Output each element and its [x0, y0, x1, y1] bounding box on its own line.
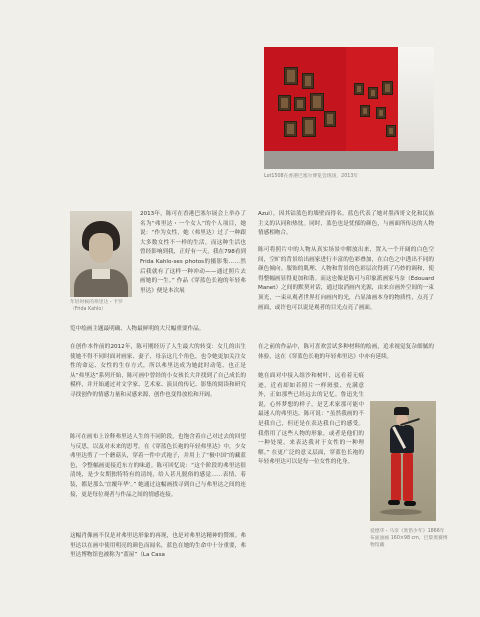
painting-frame: [386, 125, 396, 137]
painting-caption-line2: 布面油画 160×98 cm，巴黎奥赛博: [370, 536, 448, 541]
painting-caption-line1: 爱德华・马奈《吹笛少年》1866年: [370, 529, 445, 534]
gallery-caption: Lot1508在香港巴塞尔博览会现场，2013年: [264, 174, 359, 179]
painting-frame: [354, 83, 364, 95]
gallery-photo: [264, 47, 434, 169]
portrait-caption-line1: 年轻时候的弗里达・卡罗: [70, 300, 123, 305]
painting-frame: [324, 111, 336, 127]
left-paragraph-3: 陈可在画布上诠释弗里达人生的不同阶段，也饱含着自己对过去的回望与反思，以及对未来的思考。在《穿蓝色长袍的年轻弗里达》中，少女弗里达剪了一个蘑菇头，穿着一件中式袍子，并用上了“极中国”的藏蓝色，令整幅画更接近东方的味道。陈可回忆说：“这个阶段的弗里达很清纯，是少女期独特特有的清纯，给人甚凡脱俗的感觉……表情、着装，都是那么‘宜覆年华’。” 她通过这幅画找寻到自己与弗里达之间的连接，更是每位观者与作品之间的情感连接。: [70, 434, 246, 498]
left-paragraph-2: 在创作本作前的2012年，陈可刚经历了人生最大的转变：女儿的出生使她不得不同时面对画家、妻子、母亲这几个角色，也令她更加关注女性的命运、女性的生存方式，所以弗里达成为她此时动笔、也正是从“弗里达”系列开始，陈可画中曾经的小女孩长大并找到了自己成长的模样，并开始通过对文学家、艺术家、演员的传记、影集的阅读和研究寻找创作的情感力量和灵感来源，创作也变得放松和开阔。: [70, 344, 246, 398]
painting-frame: [284, 67, 298, 85]
right-paragraph-3: 她在面对中接入组沙和树叶，远看着无痕迹，近看却如若照片一样斑驳、充满意外，正如那些已经远去的记忆。鲁迅先生说，心怀梦想的样子，是艺术家那可能中最迷人的弗里达。陈可说：“虽然我画的不是我自己，但还是在表达我自己的感受。我借用了这些人物的形象，或者是他们的一种处境，来表达我对于女性的一种理解。” 在更广泛的意义层面，穿蓝色长袍的年轻弗里达可以是每一位女性的化身。: [258, 373, 364, 466]
painting-frame: [382, 81, 393, 95]
left-paragraph-1-tail: 览中绘画主题最明确、人物最鲜明的大尺幅重要作品。: [70, 326, 205, 332]
right-paragraph-1: Azul），因其钴蓝色的墙壁而得名。蓝色代表了她对墨西哥文化和民族主义的认同和热忱。同时，蓝色也是忧郁的颜色，与画面所传达的人物情感相吻合。: [258, 211, 434, 237]
left-paragraph-1: 2013年，陈可在香港巴塞尔展会上举办了名为“弗里达・一个女人”的个人项目，她说：“作为女性，她（弗里达）过了一种跟大多数女性不一样的生活，而这种生活也曾经影响到我，正好有一天，我在798看到Frida Kahlo-ses photos的摄影集……然后我就有了这样一种冲动——通过照片去画她的一生。” 作品《穿蓝色长袍的年轻弗里达》便是本次展: [140, 211, 246, 294]
painting-frame: [302, 73, 314, 89]
painting-frame: [368, 87, 378, 99]
floor: [264, 151, 434, 169]
painting-frame: [376, 107, 386, 119]
painting-frame: [278, 95, 291, 111]
painting-frame: [360, 105, 370, 117]
frida-portrait-photo: [70, 211, 132, 297]
right-paragraph-2: 陈可将照片中的人物从真实场景中解放出来，置入一个开阔的白色空间，空旷的背景给出画家进行丰富的色彩叠加，在白色之中透出不同的颜色倾向。服饰的肌理、人物和背景的色彩层次得到了巧妙的调和，使得整幅画显得更加和谐。而这也像是陈可与印象派画家马奈（Édouard Manet）之间的默契对话，通过取消画内光源，由来自画外空间的一束顶光，一束从观者世界打向画内的光，凸显油画本身的物质性，点亮了画面，或许也可以说是观者的目光点亮了画面。: [258, 247, 434, 311]
portrait-caption-line2: （Frida Kahlo）: [70, 307, 107, 312]
painting-frame: [302, 117, 316, 137]
left-paragraph-4: 这幅肖像画不仅是对弗里达形象的再现，也是对弗里达精神的赞颂。弗里达以在画中使用明亮的颜色而闻名，蓝色在她的生命中十分重要，弗里达博物馆也被称为“蓝屋”（La Casa: [70, 533, 246, 559]
painting-frame: [310, 93, 324, 111]
painting-frame: [294, 97, 306, 111]
fifer-painting: [370, 401, 436, 521]
painting-caption-line3: 物馆藏: [370, 543, 385, 548]
painting-frame: [284, 121, 297, 137]
right-paragraph-3-wide: 在之前的作品中，陈可喜欢尝试多种材料的绘画，追求视觉复杂细腻的体验，这在《穿蓝色长袍的年轻弗里达》中亦有延续。: [258, 344, 434, 360]
